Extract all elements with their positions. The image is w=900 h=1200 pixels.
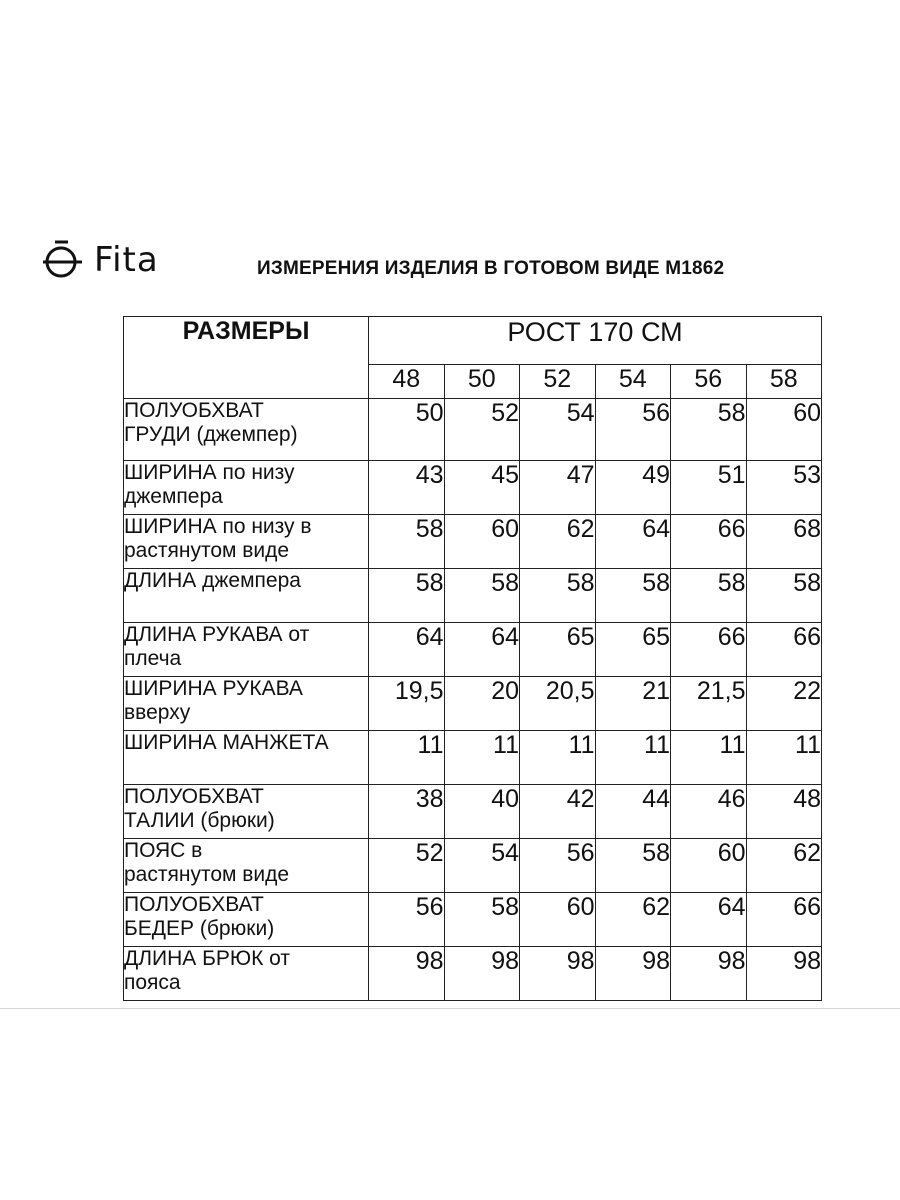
row-label bbox=[124, 785, 369, 839]
value-cell: 98 bbox=[369, 947, 445, 1001]
row-label-line: ШИРИНА по низу в bbox=[124, 515, 312, 538]
value-cell: 58 bbox=[595, 839, 671, 893]
row-label-line: ШИРИНА по низу bbox=[124, 461, 295, 484]
value-cell: 66 bbox=[746, 623, 822, 677]
value-cell: 46 bbox=[671, 785, 747, 839]
value-cell: 65 bbox=[595, 623, 671, 677]
row-label bbox=[124, 893, 369, 947]
row-label-line: ШИРИНА МАНЖЕТА bbox=[124, 731, 329, 754]
size-header-cell: 52 bbox=[520, 365, 596, 399]
value-cell: 11 bbox=[369, 731, 445, 785]
value-cell: 64 bbox=[595, 515, 671, 569]
row-label bbox=[124, 947, 369, 1001]
value-cell: 58 bbox=[444, 893, 520, 947]
value-cell: 60 bbox=[444, 515, 520, 569]
value-cell: 62 bbox=[595, 893, 671, 947]
row-label-line: ПОЛУОБХВАТ bbox=[124, 399, 264, 422]
row-label bbox=[124, 623, 369, 677]
value-cell: 48 bbox=[746, 785, 822, 839]
value-cell: 54 bbox=[520, 399, 596, 461]
table-row bbox=[124, 461, 822, 515]
table-row bbox=[124, 731, 822, 785]
value-cell: 20,5 bbox=[520, 677, 596, 731]
size-header-cell: 54 bbox=[595, 365, 671, 399]
table-row bbox=[124, 623, 822, 677]
value-cell: 44 bbox=[595, 785, 671, 839]
value-cell: 58 bbox=[369, 515, 445, 569]
value-cell: 40 bbox=[444, 785, 520, 839]
value-cell: 11 bbox=[746, 731, 822, 785]
value-cell: 56 bbox=[520, 839, 596, 893]
value-cell: 98 bbox=[595, 947, 671, 1001]
value-cell: 56 bbox=[369, 893, 445, 947]
brand-name: Fita bbox=[94, 240, 159, 280]
divider bbox=[0, 1008, 900, 1009]
row-label-line: ПОЯС в bbox=[124, 839, 203, 862]
row-label-line: растянутом виде bbox=[124, 539, 290, 562]
row-label-line: ДЛИНА РУКАВА от bbox=[124, 623, 310, 646]
row-label bbox=[124, 731, 369, 785]
value-cell: 58 bbox=[369, 569, 445, 623]
value-cell: 38 bbox=[369, 785, 445, 839]
row-label-line: ДЛИНА БРЮК от bbox=[124, 947, 291, 970]
value-cell: 58 bbox=[444, 569, 520, 623]
value-cell: 98 bbox=[746, 947, 822, 1001]
row-label-line: растянутом виде bbox=[124, 863, 290, 886]
row-label bbox=[124, 569, 369, 623]
document-title: ИЗМЕРЕНИЯ ИЗДЕЛИЯ В ГОТОВОМ ВИДЕ М1862 bbox=[257, 258, 725, 279]
value-cell: 66 bbox=[746, 893, 822, 947]
value-cell: 11 bbox=[520, 731, 596, 785]
size-header-cell: 56 bbox=[671, 365, 747, 399]
value-cell: 49 bbox=[595, 461, 671, 515]
size-table bbox=[123, 316, 822, 1001]
value-cell: 98 bbox=[520, 947, 596, 1001]
row-label-line: ПОЛУОБХВАТ bbox=[124, 893, 264, 916]
table-row bbox=[124, 569, 822, 623]
value-cell: 43 bbox=[369, 461, 445, 515]
table-row bbox=[124, 947, 822, 1001]
size-header-cell: 50 bbox=[444, 365, 520, 399]
row-label-line: ПОЛУОБХВАТ bbox=[124, 785, 264, 808]
value-cell: 21,5 bbox=[671, 677, 747, 731]
value-cell: 58 bbox=[595, 569, 671, 623]
row-label-line: джемпера bbox=[124, 485, 223, 508]
value-cell: 53 bbox=[746, 461, 822, 515]
value-cell: 64 bbox=[671, 893, 747, 947]
row-label-line: ГРУДИ (джемпер) bbox=[124, 423, 298, 446]
value-cell: 51 bbox=[671, 461, 747, 515]
value-cell: 65 bbox=[520, 623, 596, 677]
value-cell: 11 bbox=[595, 731, 671, 785]
value-cell: 45 bbox=[444, 461, 520, 515]
value-cell: 60 bbox=[671, 839, 747, 893]
size-header-cell: 48 bbox=[369, 365, 445, 399]
value-cell: 60 bbox=[746, 399, 822, 461]
value-cell: 47 bbox=[520, 461, 596, 515]
value-cell: 50 bbox=[369, 399, 445, 461]
row-label bbox=[124, 515, 369, 569]
row-label bbox=[124, 399, 369, 461]
value-cell: 52 bbox=[444, 399, 520, 461]
value-cell: 62 bbox=[520, 515, 596, 569]
value-cell: 11 bbox=[671, 731, 747, 785]
value-cell: 52 bbox=[369, 839, 445, 893]
row-label bbox=[124, 677, 369, 731]
value-cell: 21 bbox=[595, 677, 671, 731]
value-cell: 42 bbox=[520, 785, 596, 839]
table-body bbox=[124, 399, 822, 1001]
row-label bbox=[124, 839, 369, 893]
value-cell: 64 bbox=[369, 623, 445, 677]
sizes-header: РАЗМЕРЫ bbox=[124, 317, 369, 399]
value-cell: 60 bbox=[520, 893, 596, 947]
row-label-line: вверху bbox=[124, 701, 191, 724]
row-label-line: ШИРИНА РУКАВА bbox=[124, 677, 303, 700]
row-label-line: плеча bbox=[124, 647, 182, 670]
value-cell: 22 bbox=[746, 677, 822, 731]
height-header: РОСТ 170 СМ bbox=[369, 317, 822, 365]
table-row bbox=[124, 515, 822, 569]
value-cell: 56 bbox=[595, 399, 671, 461]
value-cell: 68 bbox=[746, 515, 822, 569]
value-cell: 58 bbox=[746, 569, 822, 623]
value-cell: 98 bbox=[444, 947, 520, 1001]
value-cell: 98 bbox=[671, 947, 747, 1001]
row-label-line: ТАЛИИ (брюки) bbox=[124, 809, 275, 832]
value-cell: 66 bbox=[671, 515, 747, 569]
table-row bbox=[124, 839, 822, 893]
value-cell: 64 bbox=[444, 623, 520, 677]
row-label-line: пояса bbox=[124, 971, 181, 994]
value-cell: 19,5 bbox=[369, 677, 445, 731]
table-row bbox=[124, 893, 822, 947]
value-cell: 58 bbox=[671, 569, 747, 623]
value-cell: 58 bbox=[671, 399, 747, 461]
value-cell: 20 bbox=[444, 677, 520, 731]
value-cell: 66 bbox=[671, 623, 747, 677]
brand-logo bbox=[40, 236, 159, 284]
value-cell: 62 bbox=[746, 839, 822, 893]
value-cell: 54 bbox=[444, 839, 520, 893]
fita-logo-icon bbox=[40, 239, 86, 281]
size-header-cell: 58 bbox=[746, 365, 822, 399]
value-cell: 11 bbox=[444, 731, 520, 785]
row-label bbox=[124, 461, 369, 515]
table-row bbox=[124, 677, 822, 731]
row-label-line: ДЛИНА джемпера bbox=[124, 569, 301, 592]
row-label-line: БЕДЕР (брюки) bbox=[124, 917, 275, 940]
table-row bbox=[124, 785, 822, 839]
value-cell: 58 bbox=[520, 569, 596, 623]
table-row bbox=[124, 399, 822, 461]
